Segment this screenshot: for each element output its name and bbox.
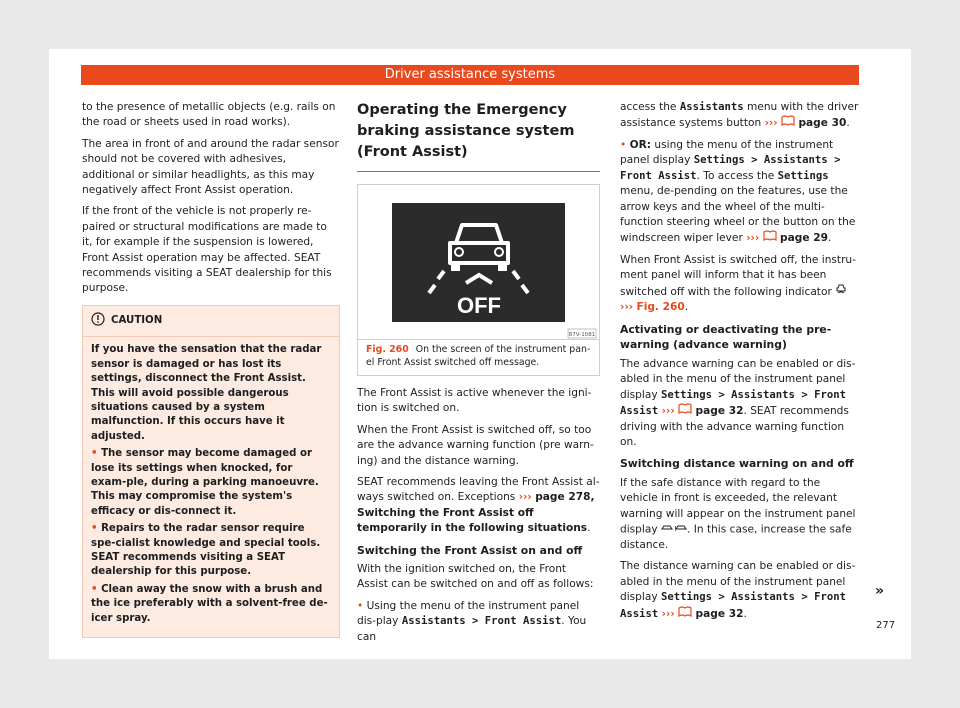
- caution-icon: [91, 312, 105, 331]
- book-icon: [781, 115, 795, 131]
- paragraph: SEAT recommends leaving the Front Assist al-ways switched on. Exceptions ››› page 278, Switching the Front Assist off temporarily in the following situations.: [357, 476, 600, 535]
- distance-warning-icon: [661, 522, 687, 537]
- page-link[interactable]: page 30: [798, 117, 847, 130]
- svg-text:!: !: [674, 524, 677, 532]
- caution-header: [83, 310, 339, 337]
- paragraph: If the front of the vehicle is not properly re-paired or structural modifications are made to it, for example if the suspension is lowered, Front Assist operation may be affected. SEAT recommends visiting a SEAT dealership for this purpose.: [82, 205, 332, 295]
- list-item: • Using the menu of the instrument panel dis-play Assistants > Front Assist. You can: [357, 599, 587, 643]
- page-link[interactable]: page 278, Switching the Front Assist off temporarily in the following situations: [357, 491, 595, 535]
- page-link[interactable]: page 29: [780, 232, 828, 245]
- subheading: Activating or deactivating the pre-warning (advance warning): [620, 322, 832, 352]
- caution-bullet: • Clean away the snow with a brush and the ice preferably with a solvent-free de-icer spray.: [91, 583, 328, 624]
- list-item: • OR: using the menu of the instrument panel display Settings > Assistants > Front Assist. To access the Settings menu, de-pending on the features, use the arrow keys and the wheel of the multi-function steering wheel or the button on the windscreen wiper lever ››› page 29.: [620, 138, 860, 247]
- figure-label: Fig. 260: [366, 344, 409, 355]
- page-number: 277: [876, 620, 896, 631]
- column-1: [82, 100, 340, 638]
- subheading: Switching distance warning on and off: [620, 457, 854, 471]
- column-3: [620, 100, 860, 628]
- paragraph: The Front Assist is active whenever the igni-tion is switched on.: [357, 387, 592, 415]
- figure-code: 87V-1081: [568, 332, 596, 338]
- caution-bullet: • Repairs to the radar sensor require spe-cialist knowledge and special tools. SEAT recommends visiting a SEAT dealership for this purpose.: [91, 523, 321, 578]
- paragraph: access the Assistants menu with the driver assistance systems button ››› page 30.: [620, 100, 860, 132]
- book-icon: [678, 606, 692, 622]
- caution-label: CAUTION: [111, 315, 163, 327]
- paragraph: to the presence of metallic objects (e.g. rails on the road or sheets used in road works).: [82, 101, 336, 129]
- section-heading: Operating the Emergency braking assistance system (Front Assist): [357, 100, 600, 172]
- section-header: Driver assistance systems: [81, 65, 859, 85]
- book-icon: [678, 403, 692, 419]
- caution-text: If you have the sensation that the radar sensor is damaged or has lost its settings, disconnect the Front Assist. This will avoid possible dangerous situations caused by a system malfunction. If this occurs have it adjusted.: [91, 344, 322, 442]
- page-link[interactable]: page 32: [695, 405, 744, 418]
- paragraph: The advance warning can be enabled or dis-abled in the menu of the instrument panel display Settings > Assistants > Front Assist ››› page 32. SEAT recommends driving with the advance warning function on.: [620, 357, 856, 448]
- figure-caption: [358, 339, 599, 375]
- page-link[interactable]: page 32: [695, 607, 744, 620]
- column-2: [357, 100, 600, 651]
- continue-mark: »: [875, 583, 885, 599]
- figure-image: [358, 185, 599, 339]
- paragraph: When Front Assist is switched off, the instru-ment panel will inform that it has been switched off with the following indicator ››› Fig. 260.: [620, 254, 856, 314]
- paragraph: When the Front Assist is switched off, so too are the advance warning function (pre warn-ing) and the distance warning.: [357, 423, 594, 467]
- paragraph: With the ignition switched on, the Front Assist can be switched on and off as follows:: [357, 563, 594, 591]
- caution-box: [82, 305, 340, 638]
- front-assist-off-screen: [358, 185, 599, 339]
- caption-text: On the screen of the instrument pan-el Front Assist switched off message.: [366, 344, 591, 368]
- paragraph: The area in front of and around the radar sensor should not be covered with adhesives, additional or similar headlights, as this may negatively affect Front Assist operation.: [82, 137, 339, 197]
- paragraph: If the safe distance with regard to the vehicle in front is exceeded, the relevant warning will appear on the instrument panel display ! . In this case, increase the safe distance.: [620, 476, 856, 552]
- paragraph: The distance warning can be enabled or dis-abled in the menu of the instrument panel display Settings > Assistants > Front Assist ››› page 32.: [620, 559, 860, 622]
- subheading: Switching the Front Assist on and off: [357, 543, 583, 557]
- book-icon: [763, 230, 777, 246]
- screen-off-text: OFF: [457, 293, 501, 318]
- front-assist-off-indicator-icon: [835, 284, 847, 300]
- figure-260: [357, 184, 600, 376]
- figure-link[interactable]: Fig. 260: [636, 301, 685, 314]
- caution-bullet: • The sensor may become damaged or lose its settings when knocked, for exam-ple, during a parking manoeuvre. This may compromise the system's efficacy or dis-connect it.: [91, 448, 319, 517]
